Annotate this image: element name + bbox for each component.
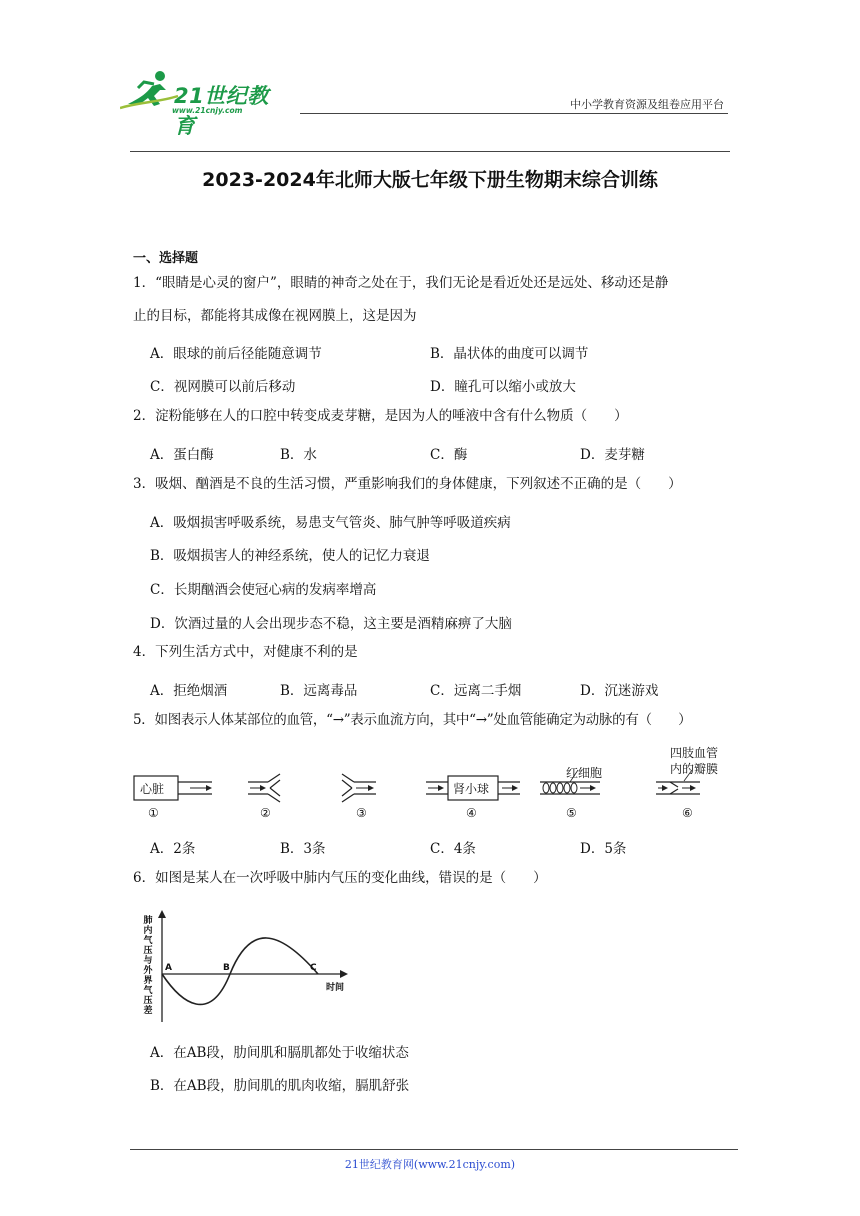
question-5-option-a: A．2条 xyxy=(150,841,196,857)
question-1-option-d: D．瞳孔可以缩小或放大 xyxy=(430,379,576,395)
label-num-5: ⑤ xyxy=(566,806,577,820)
pressure-curve-graph xyxy=(140,908,360,1024)
label-glomerulus: 肾小球 xyxy=(453,782,490,796)
title-rule xyxy=(130,151,730,152)
question-6-option-a: A．在AB段，肋间肌和膈肌都处于收缩状态 xyxy=(150,1045,409,1061)
question-3-option-b: B．吸烟损害人的神经系统，使人的记忆力衰退 xyxy=(150,548,430,564)
ylabel-char: 内 xyxy=(143,926,153,936)
header-rule xyxy=(300,113,728,114)
runner-logo-icon xyxy=(120,68,180,112)
blood-vessel-figure xyxy=(130,748,730,826)
site-logo xyxy=(120,66,290,138)
label-num-1: ① xyxy=(148,806,159,820)
footer-text: 21世纪教育网(www.21cnjy.com) xyxy=(344,1158,516,1171)
ylabel-char: 气 xyxy=(143,986,153,996)
question-1-option-c: C．视网膜可以前后移动 xyxy=(150,379,296,395)
question-2-option-c: C．酶 xyxy=(430,447,468,463)
header-tagline: 中小学教育资源及组卷应用平台 xyxy=(570,98,724,111)
logo-url: www.21cnjy.com xyxy=(172,106,243,115)
question-2-option-a: A．蛋白酶 xyxy=(150,447,214,463)
ylabel-char: 肺 xyxy=(143,916,153,926)
ylabel-char: 外 xyxy=(143,966,153,976)
logo-text: 21世纪教育 xyxy=(174,84,269,138)
ylabel-char: 与 xyxy=(143,956,153,966)
question-2-option-d: D．麦芽糖 xyxy=(580,447,645,463)
question-6-option-b: B．在AB段，肋间肌的肌肉收缩，膈肌舒张 xyxy=(150,1078,410,1094)
question-4-stem: 4．下列生活方式中，对健康不利的是 xyxy=(133,644,358,660)
question-1-stem-line2: 止的目标，都能将其成像在视网膜上，这是因为 xyxy=(133,308,417,324)
graph-ylabel xyxy=(142,916,154,1016)
question-2-stem: 2．淀粉能够在人的口腔中转变成麦芽糖，是因为人的唾液中含有什么物质（ ） xyxy=(133,408,628,424)
question-4-option-a: A．拒绝烟酒 xyxy=(150,683,228,699)
question-2-option-b: B．水 xyxy=(280,447,317,463)
pressure-curve-figure xyxy=(140,908,360,1024)
section-heading: 一、选择题 xyxy=(133,251,199,266)
vessel-3-merge xyxy=(342,774,376,802)
label-heart: 心脏 xyxy=(140,782,165,796)
ylabel-char: 界 xyxy=(143,976,153,986)
graph-point-a: A xyxy=(165,963,172,973)
question-3-option-a: A．吸烟损害呼吸系统，易患支气管炎、肺气肿等呼吸道疾病 xyxy=(150,515,511,531)
question-1-option-a: A．眼球的前后径能随意调节 xyxy=(150,346,322,362)
graph-point-c: C xyxy=(310,963,317,973)
question-5-stem: 5．如图表示人体某部位的血管，“→”表示血流方向，其中“→”处血管能确定为动脉的有（ ） xyxy=(133,712,692,728)
label-valve-line1: 四肢血管 xyxy=(670,746,719,760)
ylabel-char: 气 xyxy=(143,936,153,946)
label-rbc: 红细胞 xyxy=(566,766,603,780)
question-3-option-c: C．长期酗酒会使冠心病的发病率增高 xyxy=(150,582,377,598)
ylabel-char: 压 xyxy=(143,946,153,956)
question-3-stem: 3．吸烟、酗酒是不良的生活习惯，严重影响我们的身体健康，下列叙述不正确的是（ ） xyxy=(133,476,682,492)
label-num-2: ② xyxy=(260,806,271,820)
blood-vessel-diagram xyxy=(130,748,730,826)
label-num-3: ③ xyxy=(356,806,367,820)
footer-rule xyxy=(130,1149,738,1150)
label-valve-line2: 内的瓣膜 xyxy=(670,762,719,776)
question-1-option-b: B．晶状体的曲度可以调节 xyxy=(430,346,589,362)
question-4-option-c: C．远离二手烟 xyxy=(430,683,522,699)
question-6-stem: 6．如图是某人在一次呼吸中肺内气压的变化曲线，错误的是（ ） xyxy=(133,870,547,886)
question-5-option-d: D．5条 xyxy=(580,841,627,857)
question-5-option-c: C．4条 xyxy=(430,841,476,857)
ylabel-char: 差 xyxy=(143,1006,153,1016)
question-3-option-d: D．饮酒过量的人会出现步态不稳，这主要是酒精麻痹了大脑 xyxy=(150,616,512,632)
page-title: 2023-2024年北师大版七年级下册生物期末综合训练 xyxy=(202,169,658,191)
graph-point-b: B xyxy=(223,963,230,973)
question-5-option-b: B．3条 xyxy=(280,841,326,857)
graph-xlabel: 时间 xyxy=(326,983,345,993)
label-num-6: ⑥ xyxy=(682,806,693,820)
question-4-option-d: D．沉迷游戏 xyxy=(580,683,659,699)
question-4-option-b: B．远离毒品 xyxy=(280,683,358,699)
question-1-stem-line1: 1．“眼睛是心灵的窗户”，眼睛的神奇之处在于，我们无论是看近处还是远处、移动还是静 xyxy=(133,275,669,291)
label-num-4: ④ xyxy=(466,806,477,820)
ylabel-char: 压 xyxy=(143,996,153,1006)
vessel-2-branch xyxy=(248,774,280,802)
